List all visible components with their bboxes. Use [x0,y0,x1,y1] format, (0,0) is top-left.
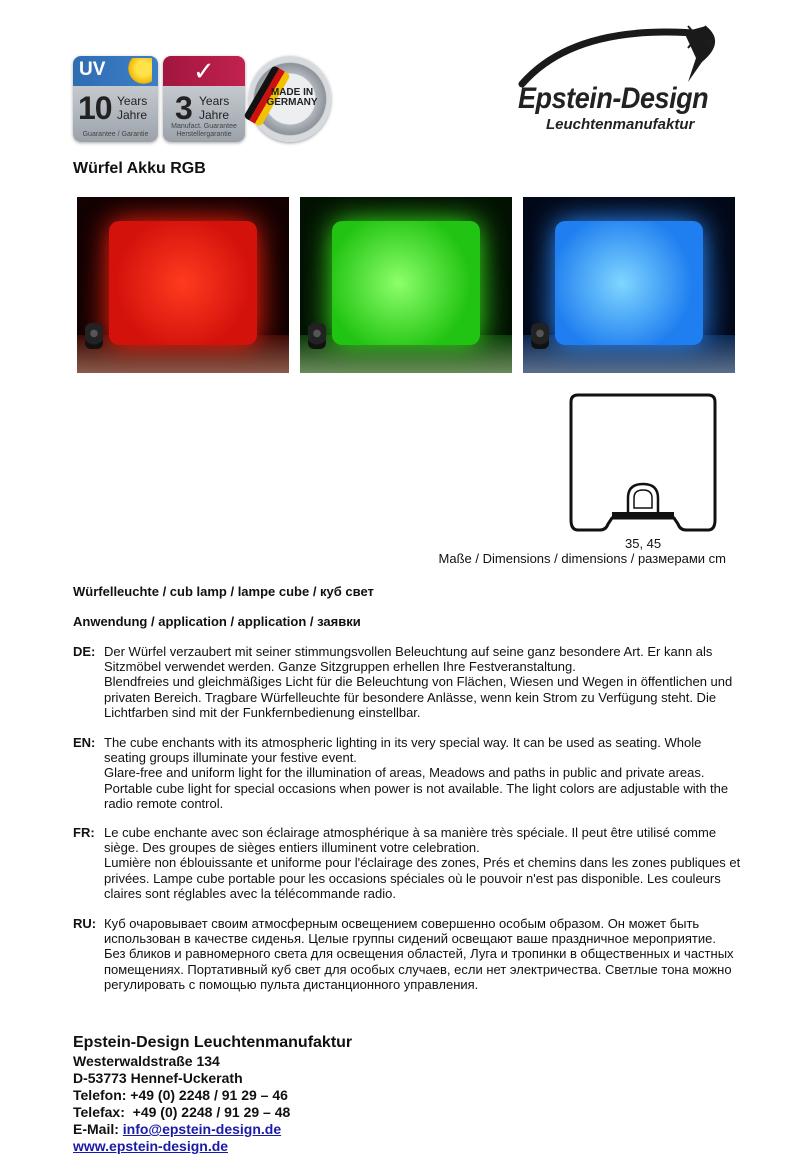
green-cube [332,221,480,345]
description-paragraph: Без бликов и равномерного света для освещения областей, Луга и тропинки в общественных и частных помещениях. Портативный куб свет для особых случаев, если нет электричества. Светлые тона можно регулировать с помощью пульта дистанционного управления. [104,946,734,992]
remote-control-icon [308,323,326,349]
manufacturer-badge-footer: Manufact. Guarantee Herstellergarantie [171,123,237,138]
description-paragraph: Lumière non éblouissante et uniforme pour l'éclairage des zones, Prés et chemins dans les zones publiques et privées. Lampe cube portable pour les occasions spéciales où le pouvoir n'est pas disponible. Les couleurs claires sont réglables avec la télécommande radio. [104,855,741,901]
application-heading: Anwendung / application / application / заявки [73,614,361,629]
website-link[interactable]: www.epstein-design.de [73,1138,229,1154]
product-title: Würfel Akku RGB [73,160,206,177]
red-cube [109,221,257,345]
description-paragraph: The cube enchants with its atmospheric lighting in its very special way. It can be used as seating. Whole seating groups illuminate your festive event. [104,735,702,766]
description-paragraph: Blendfreies und gleichmäßiges Licht für die Beleuchtung von Flächen, Wiesen und Wegen in öffentlichen und privaten Bereich. Tragbare Würfelleuchte für besondere Anlässe, wenn kein Strom zu Verfügung steht. Die Lichtfarben sind mit der Funkfernbedienung einstellbar. [104,674,733,720]
language-label: EN: [73,735,96,750]
made-in-germany-seal [249,56,331,142]
description-paragraph: Le cube enchante avec son éclairage atmosphérique à sa manière très spéciale. Il peut être utilisé comme siège. Des groupes de sièges entiers illuminent votre celebration. [104,825,717,856]
made-in-germany-text: MADE IN GERMANY [266,87,318,108]
cube-photo-green [300,197,512,373]
dimensions-value: 35, 45 [625,536,662,551]
language-label: RU: [73,916,97,931]
dimensions-label: Maße / Dimensions / dimensions / размерами cm [438,551,726,566]
uv-label: UV [79,59,106,80]
email-link[interactable]: info@epstein-design.de [122,1121,282,1137]
description-paragraph: Glare-free and uniform light for the illumination of areas, Meadows and paths in public and private areas. Portable cube light for special occasions when power is not available. The light colors are adjustable with the radio remote control. [104,765,729,811]
logo-subtitle: Leuchtenmanufaktur [546,116,695,133]
remote-control-icon [85,323,103,349]
remote-control-icon [531,323,549,349]
description-de [73,644,743,720]
cube-dimension-diagram [568,392,718,534]
company-logo [516,22,736,142]
description-en [73,735,743,811]
logo-name: Epstein-Design [518,82,709,115]
description-fr [73,825,743,901]
cube-photo-blue [523,197,735,373]
sun-icon [124,58,152,84]
description-paragraph: Der Würfel verzaubert mit seiner stimmungsvollen Beleuchtung auf seine ganz besondere Art. Er kann als Sitzmöbel verwendet werden. Ganze Sitzgruppen erhellen Ihre Festveranstaltung. [104,644,713,675]
language-label: DE: [73,644,96,659]
email-line [73,1121,352,1138]
uv-years-unit: Years Jahre [117,94,148,122]
registered-mark: ® [706,36,715,50]
company-name: Epstein-Design Leuchtenmanufaktur [73,1034,353,1051]
uv-years-number: 10 [78,90,112,126]
uv-badge-footer: Guarantee / Garantie [82,131,149,138]
uv-guarantee-badge [73,56,158,142]
manufacturer-years-number: 3 [175,90,192,126]
description-ru [73,916,743,992]
manufacturer-guarantee-badge [163,56,245,142]
city-address: D-53773 Hennef-Uckerath [73,1070,243,1086]
street-address: Westerwaldstraße 134 [73,1053,220,1069]
blue-cube [555,221,703,345]
phone-number: Telefon: +49 (0) 2248 / 91 29 – 46 [73,1087,288,1103]
manufacturer-years-unit: Years Jahre [199,94,230,122]
cube-photo-red [77,197,289,373]
contact-footer [73,1034,352,1155]
email-label: E-Mail: [73,1121,123,1137]
product-type-heading: Würfelleuchte / cub lamp / lampe cube / куб свет [73,584,374,599]
language-label: FR: [73,825,95,840]
fax-number: Telefax: +49 (0) 2248 / 91 29 – 48 [73,1104,291,1120]
description-paragraph: Куб очаровывает своим атмосферным освещением совершенно особым образом. Он может быть использован в качестве сиденья. Целые группы сидений освещают ваше праздничное мероприятие. [104,916,716,947]
checkmark-icon: ✓ [193,56,215,86]
